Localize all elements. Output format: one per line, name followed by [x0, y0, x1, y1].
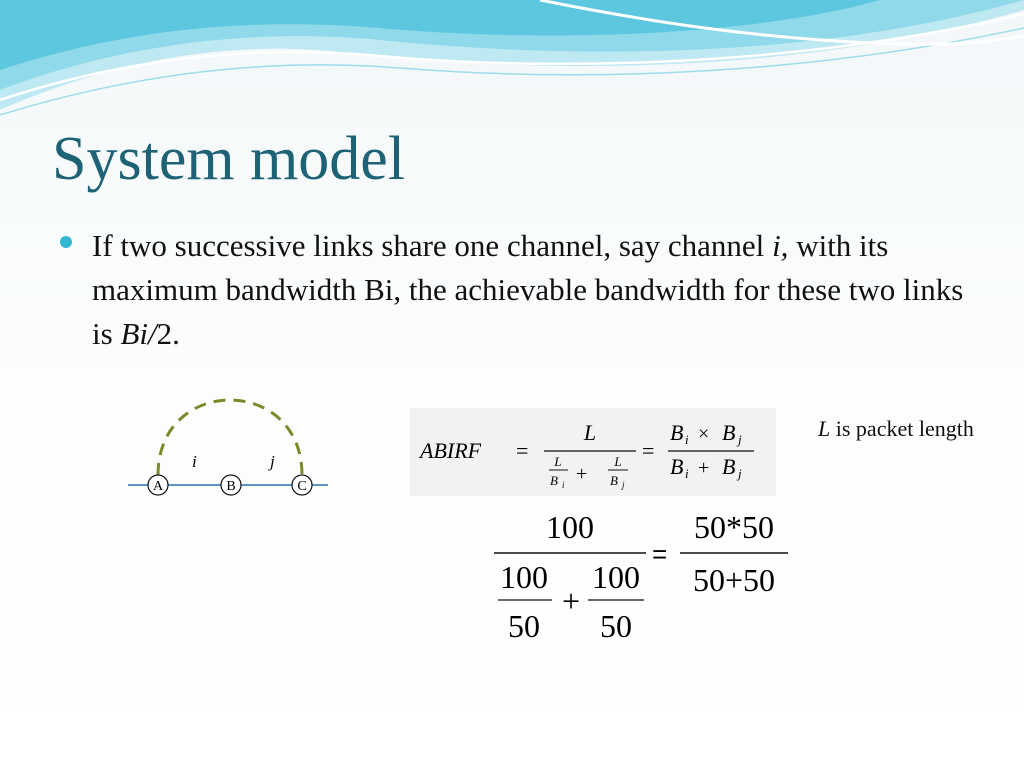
- link-diagram: [120, 385, 340, 505]
- slide-title: System model: [52, 125, 406, 193]
- svg-text:+: +: [576, 463, 588, 485]
- abirf-formula: [410, 408, 776, 496]
- svg-text:B: B: [670, 454, 684, 479]
- svg-text:×: ×: [698, 423, 710, 445]
- svg-text:i: i: [685, 466, 689, 481]
- formula-equals-2: =: [642, 438, 655, 463]
- svg-text:j: j: [622, 480, 625, 490]
- packet-length-note: L is packet length: [818, 416, 974, 441]
- svg-text:B: B: [670, 420, 684, 445]
- bullet-text: If two successive links share one channel, say channel i, with its maximum bandwidth Bi, the achievable bandwidth for these two links is Bi/2.: [92, 228, 964, 351]
- svg-text:50: 50: [600, 608, 632, 644]
- svg-text:B: B: [722, 420, 736, 445]
- svg-text:j: j: [738, 432, 742, 447]
- header-wave-decoration: [0, 0, 1024, 130]
- example-rhs-numerator: 50*50: [694, 509, 774, 545]
- node-a-label: A: [152, 479, 164, 494]
- node-b-label: B: [226, 479, 236, 494]
- svg-text:+: +: [698, 457, 710, 479]
- svg-text:L: L: [554, 454, 562, 469]
- svg-text:L: L: [614, 454, 622, 469]
- svg-text:100: 100: [500, 559, 548, 595]
- svg-text:100: 100: [592, 559, 640, 595]
- link-label-j: j: [270, 452, 275, 471]
- node-c-label: C: [297, 479, 307, 494]
- example-numerator: 100: [546, 509, 594, 545]
- svg-text:B: B: [722, 454, 736, 479]
- example-rhs-denominator: 50+50: [692, 562, 776, 598]
- formula-lhs: ABIRF: [420, 438, 482, 463]
- formula-numerator: L: [583, 420, 597, 445]
- svg-text:B: B: [550, 473, 558, 488]
- bullet-dot: [60, 236, 72, 248]
- svg-text:50: 50: [508, 608, 540, 644]
- formula-equals-1: =: [516, 438, 529, 463]
- example-equals: =: [652, 539, 668, 569]
- interference-arc: [158, 400, 302, 475]
- svg-text:j: j: [738, 466, 742, 481]
- numeric-example: [480, 500, 810, 650]
- svg-text:i: i: [685, 432, 689, 447]
- svg-text:i: i: [562, 480, 565, 490]
- link-label-i: i: [192, 452, 197, 471]
- svg-text:+: +: [561, 583, 581, 619]
- svg-text:B: B: [610, 473, 618, 488]
